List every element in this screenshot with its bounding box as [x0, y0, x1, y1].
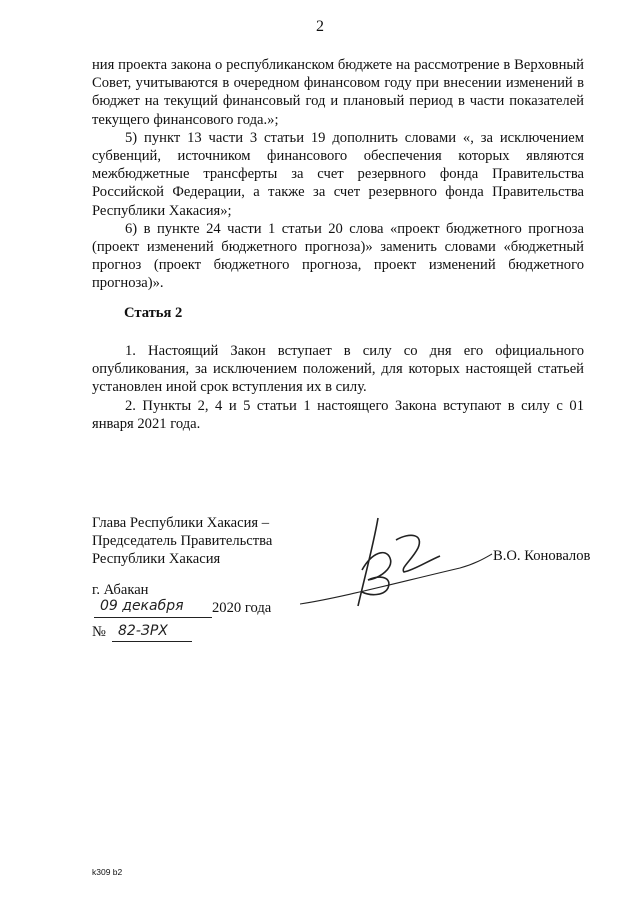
page-number: 2 [316, 18, 324, 35]
article-2-clause-2: 2. Пункты 2, 4 и 5 статьи 1 настоящего Закона вступают в силу с 01 января 2021 года. [92, 397, 584, 432]
signatory-title [92, 514, 272, 568]
paragraph-item-6: 6) в пункте 24 части 1 статьи 20 слова «проект бюджетного прогноза (проект изменений бюджетного прогноза)» заменить словами «бюджетный прогноз (проект бюджетного прогноза, проект изменений бюджетного прогноза)». [92, 220, 584, 292]
article-2-text [92, 342, 584, 433]
law-number-handwritten: 82-ЗРХ [118, 623, 168, 639]
place-of-signing: г. Абакан [92, 582, 149, 598]
date-underline [94, 617, 212, 618]
signatory-title-line: Председатель Правительства [92, 533, 273, 549]
article-2-clause-1: 1. Настоящий Закон вступает в силу со дня его официального опубликования, за исключением положений, для которых настоящей статьей установлен иной срок вступления их в силу. [92, 343, 584, 396]
paragraph-item-5: 5) пункт 13 части 3 статьи 19 дополнить словами «, за исключением субвенций, источником финансового обеспечения которых являются межбюджетные трансферты за счет резервного фонда Правительства Российской Федерации, а также за счет резервного фонда Правительства Республики Хакасия»; [92, 129, 584, 219]
article-heading: Статья 2 [124, 305, 183, 321]
law-number-label: № [92, 624, 106, 640]
signatory-title-line: Глава Республики Хакасия – [92, 515, 270, 531]
date-year: 2020 года [212, 600, 272, 616]
amendment-text [92, 56, 584, 293]
date-handwritten: 09 декабря [100, 598, 184, 614]
handwritten-signature [300, 512, 500, 612]
signer-name: В.О. Коновалов [493, 548, 591, 564]
signatory-title-line: Республики Хакасия [92, 551, 221, 567]
paragraph-continued: ния проекта закона о республиканском бюджете на рассмотрение в Верховный Совет, учитываются в очередном финансовом году при внесении изменений в бюджет на текущий финансовый год и плановый период в части показателей текущего финансового года.»; [92, 57, 584, 128]
number-underline [112, 641, 192, 642]
document-code: k309 b2 [92, 867, 123, 877]
